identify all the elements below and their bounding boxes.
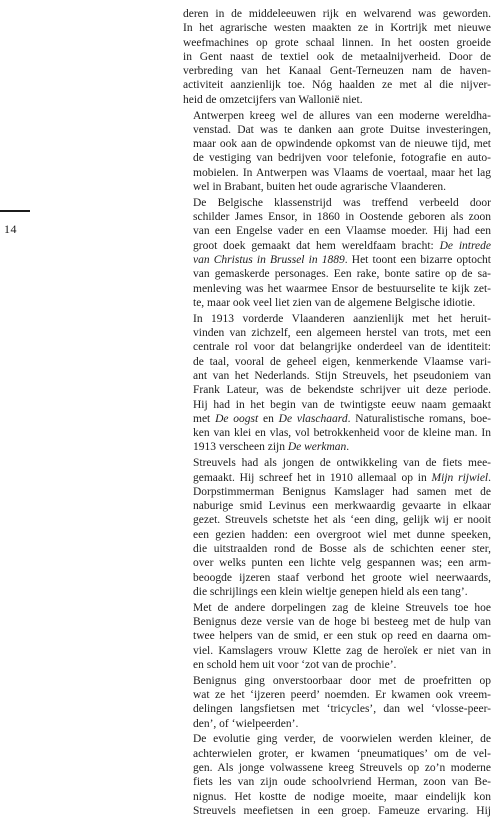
- text-line: die schrijlings een klein wieltje genepen hield als een tang’.: [193, 585, 468, 598]
- artwork-title: De intrede: [439, 239, 491, 252]
- text-line: viel. Kamslagers vrouw Klette zag de heroïek er niet van in: [193, 644, 491, 657]
- text-line: heid de omzetcijfers van Wallonië niet.: [183, 93, 363, 106]
- text-run: en: [258, 412, 279, 425]
- text-line: activiteit aanzienlijk toe. Nóg haalden ze met al die nijver-: [183, 79, 491, 92]
- text-line: centrale rol voor dat belangrijke onderdeel van de identiteit:: [193, 341, 491, 354]
- text-line: den’, of ‘wielpeerden’.: [193, 717, 299, 730]
- body-text: [183, 7, 491, 818]
- text-line: Met de andere dorpelingen zag de kleine Streuvels toe hoe: [193, 601, 491, 614]
- text-line: In het agrarische westen maakten ze in Kortrijk met nieuwe: [183, 22, 491, 35]
- text-line: [183, 253, 491, 267]
- text-run: .: [346, 441, 350, 454]
- text-line: nignus. Het kostte de nodige moeite, maar eindelijk kon: [193, 790, 491, 803]
- text-line: van een Engelse vader en een Vlaamse moeder. Hij had een: [193, 225, 491, 238]
- text-line: van gemaskerde personages. Een rake, bonte satire op de sa-: [193, 268, 491, 281]
- text-line: fiets les van zijn oude schoolvriend Herman, zoon van Be-: [193, 776, 491, 789]
- text-run: .: [488, 471, 491, 484]
- text-run: . Het toont een bizarre optocht: [344, 254, 491, 267]
- text-line: Frank Lateur, was de bekendste schrijver uit deze periode.: [193, 384, 491, 397]
- text-line: [183, 412, 491, 426]
- text-line: en schold hem uit voor ‘zot van de prochie’.: [193, 658, 397, 671]
- text-line: Hij had in het begin van de twintigste eeuw naam gemaakt: [193, 398, 491, 411]
- text-line: delingen langsfietsen met ‘tricycles’, dan wel ‘vlosse-peer-: [193, 703, 491, 716]
- text-line: menleving was het waarmee Ensor de bestuurselite te kijk zet-: [193, 282, 491, 295]
- book-title: Mijn rijwiel: [431, 471, 489, 484]
- text-line: een gezien hadden: een overgroot wiel met dunne speeken,: [193, 528, 491, 541]
- book-title: De vlaschaard: [278, 412, 348, 425]
- text-line: deren in de middeleeuwen rijk en welvarend was geworden.: [183, 8, 491, 20]
- text-line: Streuvels had als jongen de ontwikkeling van de fiets mee-: [193, 457, 491, 470]
- text-line: achterwielen groter, er kwamen ‘pneumatiques’ om de vel-: [193, 747, 491, 760]
- text-run: . Naturalistische romans, boe-: [347, 412, 492, 425]
- text-run: groot doek gemaakt dat hem wereldfaam bracht:: [193, 239, 440, 252]
- text-line: Benignus ging onverstoorbaar door met de proefritten op: [193, 674, 491, 687]
- text-line: beoogde ijzeren staaf verbond het groote wiel neerwaards,: [193, 571, 491, 584]
- text-line: ant van het Nederlands. Stijn Streuvels, het pseudoniem van: [193, 369, 491, 382]
- text-line: gezet. Streuvels schetste het als ‘een ding, gelijk wij er nooit: [193, 514, 491, 527]
- paragraph-8: [183, 732, 491, 818]
- paragraph-3: [183, 196, 491, 310]
- text-run: 1913 verscheen zijn: [193, 441, 288, 454]
- text-run: met: [193, 412, 216, 425]
- text-run: gemaakt. Hij schreef het in 1910 allemaal op in: [193, 471, 432, 484]
- text-line: die uitstraalden rond de Bosse als de schichten eener ster,: [193, 542, 491, 555]
- text-line: Dorpstimmerman Benignus Kamslager had samen met de: [193, 485, 491, 498]
- paragraph-1: [183, 7, 491, 107]
- text-line: vinden van zichzelf, een algemeen herstel van trots, met een: [193, 327, 491, 340]
- text-line: maar ook aan de opwindende opkomst van de nieuwe tijd, met: [193, 138, 491, 151]
- text-line: In 1913 vorderde Vlaanderen aanzienlijk met het heruit-: [193, 312, 491, 325]
- book-title: De werkman: [287, 441, 347, 454]
- text-line: venstad. Dat was te danken aan grote Duitse investeringen,: [193, 123, 491, 136]
- text-line: mobielen. In Antwerpen was Vlaams de voertaal, maar het lag: [193, 166, 491, 179]
- text-line: twee helpers van de smid, er een stuk op reed en daarna om-: [193, 630, 491, 643]
- paragraph-6: [183, 601, 491, 672]
- text-line: De evolutie ging verder, de voorwielen werden kleiner, de: [193, 733, 491, 746]
- paragraph-5: [183, 456, 491, 599]
- paragraph-7: [183, 674, 491, 731]
- text-line: de taal, vooral de geheel eigen, kenmerkende Vlaamse vari-: [193, 355, 491, 368]
- text-line: ken van klei en vlas, vol betrokkenheid voor de kleine man. In: [193, 427, 491, 440]
- text-line: wat ze het ‘ijzeren peerd’ noemden. Er kwamen ook vreem-: [193, 688, 491, 701]
- text-line: [183, 471, 491, 485]
- text-line: Antwerpen kreeg wel de allures van een moderne wereldha-: [193, 109, 491, 122]
- paragraph-4: [183, 312, 491, 455]
- text-line: schilder James Ensor, in 1860 in Oostende geboren als zoon: [193, 211, 491, 224]
- text-line: Benignus deze versie van de hoge bi besteeg met de hulp van: [193, 615, 491, 628]
- text-line: [183, 239, 491, 253]
- text-line: weefmachines op grote schaal linnen. In het oosten groeide: [183, 36, 491, 49]
- text-line: [183, 440, 491, 454]
- text-line: de vestiging van bedrijven voor telefonie, fotografie en auto-: [193, 152, 491, 165]
- text-line: in Gent naast de textiel ook de metaalnijverheid. Door de: [183, 50, 491, 63]
- text-line: te, maar ook veel liet zien van de algemene Belgische idiotie.: [193, 296, 476, 309]
- text-line: De Belgische klassenstrijd was treffend verbeeld door: [193, 196, 491, 209]
- text-line: naburige smid Levinus een merkwaardig gevaarte in elkaar: [193, 500, 491, 513]
- paragraph-2: [183, 109, 491, 195]
- text-line: wel in Brabant, buiten het oude agrarische Vlaanderen.: [193, 181, 447, 194]
- page-number: 14: [4, 222, 17, 236]
- text-line: over welks punten een lichte velg gespannen was; een arm-: [193, 557, 491, 570]
- text-line: gen. Als jonge volwassene kreeg Streuvels op zo’n moderne: [193, 761, 491, 774]
- text-line: Streuvels meefietsen in een groep. Fameuze ervaring. Hij: [193, 804, 491, 817]
- margin-rule: [0, 210, 30, 212]
- text-line: verbreding van het Kanaal Gent-Terneuzen nam de haven-: [183, 65, 491, 78]
- book-title: De oogst: [215, 412, 259, 425]
- artwork-title: van Christus in Brussel in 1889: [193, 254, 345, 267]
